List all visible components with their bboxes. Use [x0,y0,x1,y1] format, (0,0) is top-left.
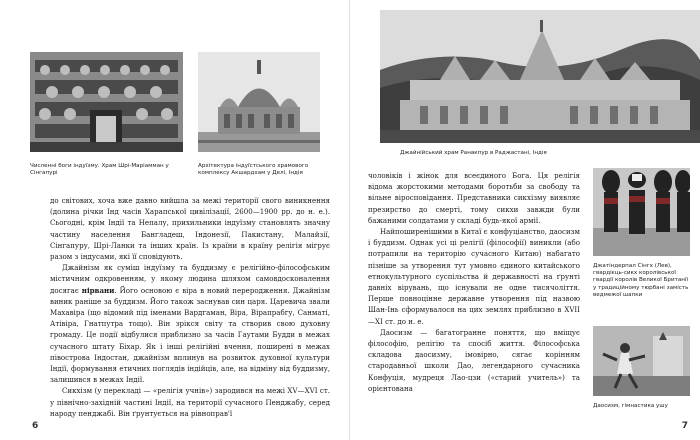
paragraph [50,262,330,385]
page-number: 6 [32,421,39,431]
caption-akshardham: Архітектура індуїстського храмового комплексу Акшардхам у Делі, Індія [198,163,309,177]
emphasis-term: нірвани [81,285,115,295]
caption-hindu-gods: Численні боги індуїзму. Храм Шрі-Маріамман у Сінгапурі [30,163,169,177]
caption-ranakpur: Джайнійський храм Ранакпур в Раджастані, Індія [400,150,547,156]
taoism-wushu-photo [593,326,690,396]
text-run: . Його основою є віра в новий переродження. Джайнізм виник раніше за буддизм. Його також заснував син царя. Царевича звали Махавіра (що відомий під іменами Вардгаман, Віра, Вірапрабгу, Санматі, Атівіра, Гнатпутра тощо). Він зрікся світу та створив свою духовну громаду. Це події відбулися приблизно за часів Гаутами Будди в межах сучасного штату Біхар. Як і інші релігійні вчення, поширені в межах півострова Індостан, джайнізм вплинув на розвиток духовної культури Індії, формування етичних поглядів індійців, але, на відміну від буддизму, залишився в межах Індії. [50,285,330,385]
caption-taoism: Даосизм, гімнастика ушу [593,403,668,409]
left-body-text [50,195,330,419]
sri-mariamman-temple-photo [30,52,183,152]
ranakpur-temple-photo [380,10,700,143]
page-number: 7 [681,421,688,431]
paragraph: чоловіків і жінок для всеєдиного Бога. Ця релігія відома жорстокими методами боротьби за свободу та вільне віросповідання. Представники сикхізму виявляє презирство до смерті, тому сикхи завжди були бажаними солдатами у складі будь-якої армії. [368,171,580,225]
paragraph: Сикхізм (у перекладі — «релігія учнів») зародився на межі XV—XVI ст. у північно-західній частині Індії, на території сучасного Пенджабу, серед народу пенджабі. Він ґрунтується на рівноправ'ї [50,386,330,418]
sikh-guard-photo [593,168,690,256]
paragraph: до світових, хоча вже давно вийшла за межі території свого виникнення (долина річки Інд часів Харапської цивілізації, 2600—1900 рр. до н. е.). Сьогодні, крім Індії та Непалу, прихильники індуїзму становлять значну частину населення Бангладеш, Індонезії, Пакистану, Малайзії, Сінгапуру, Шрі-Ланки та інших країн. Із країни в країну релігія мігрує разом з індусами, які її сповідують. [50,196,330,262]
caption-sikh-guard: Джатіндерпал Сінгх (Лев), гвардієць-сикх королівської гвардії королів Великої Британії у традиційному тюрбані замість ведмежої шапки [593,263,689,298]
paragraph: Найпоширенішими в Китаї є конфуціанство, даосизм і буддизм. Однак усі ці релігії (філософії) виникли (або потрапили на територію сучасного Китаю) набагато пізніше за утворення тут умовно єдиного китайського етнокультурного суспільства й державності на ґрунті давніх вірувань, що існували не одне тисячоліття. Перше повноцінне державне утворення під назвою Шан-Інь сформувалося на цих землях приблизно в XVII—XI ст. до н. е. [368,227,580,326]
text-run: Джайнізм як суміш індуїзму та буддизму є релігійно-філософським містичним одкровенням, у якому людина шляхом самовдосконалення досягає [50,263,330,295]
right-page [350,0,700,440]
right-body-text [368,170,580,394]
paragraph: Даосизм — багатогранне поняття, що вміщує філософію, релігію та спосіб життя. Філософська складова даосизму, імовірно, сягає корінням стародавньої школи Дао, легендарного сучасника Конфуція, мудреця Лао-цзи («старий учитель») та орієнтована [368,327,580,393]
akshardham-temple-photo [198,52,320,152]
